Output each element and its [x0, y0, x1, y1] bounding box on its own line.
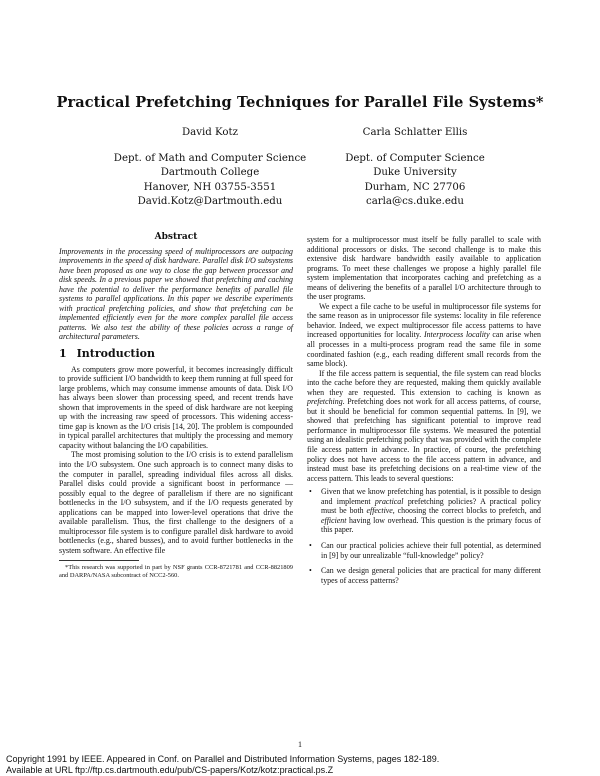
author-block-1	[105, 126, 315, 209]
bullet-icon: •	[309, 566, 312, 576]
author-affiliation: Dartmouth College	[160, 167, 260, 179]
body-paragraph: We expect a file cache to be useful in multiprocessor file systems for the same reason as in uniprocessor file systems: locality in file reference behavior. Indeed, we expect multiprocessor file access patterns to have increased opportunities for locality. Interprocess locality can arise when all processes in a multi-process program read the same file in some coordinated fashion (e.g., each reading different small records from the same block).	[307, 301, 541, 369]
copyright-notice	[6, 754, 439, 776]
paper-title: Practical Prefetching Techniques for Parallel File Systems*	[56, 94, 544, 111]
author-email: carla@cs.duke.edu	[366, 195, 464, 207]
footnote: *This research was supported in part by NSF grants CCR-8721781 and CCR-8821809 and DARPA/NASA subcontract of NCC2-560.	[59, 563, 293, 579]
bullet-icon: •	[309, 487, 312, 497]
author-name: David Kotz	[182, 127, 238, 138]
bullet-icon: •	[309, 540, 312, 550]
author-address: Hanover, NH 03755-3551	[143, 181, 277, 193]
body-paragraph: As computers grow more powerful, it becomes increasingly difficult to provide sufficient I/O bandwidth to keep them running at full speed for large problems, which may consume immense amounts of data. Disk I/O has always been slower than processing speed, and recent trends have shown that improvements in the speed of disk hardware are not keeping up with the increasing raw speed of processors. This widening access-time gap is known as the I/O crisis [14, 20]. The problem is compounded in typical parallel architectures that multiply the processing and memory capacity without balancing the I/O capabilities.	[59, 364, 293, 450]
list-item: • Given that we know prefetching has potential, is it possible to design and implement practical prefetching policies? A practical policy must be both effective, choosing the correct blocks to prefetch, and efficient having low overhead. This question is the primary focus of this paper.	[309, 487, 542, 535]
author-email: David.Kotz@Dartmouth.edu	[137, 195, 283, 207]
author-name: Carla Schlatter Ellis	[362, 127, 468, 138]
right-column	[307, 235, 541, 591]
author-block-2	[315, 126, 515, 209]
body-paragraph: system for a multiprocessor must itself be fully parallel to scale with additional processors or disks. The second challenge is to make this extensive disk hardware bandwidth easily available to application programs. To meet these challenges we propose a highly parallel file system implementation that incorporates caching and prefetching as a means of delivering the benefits of a parallel I/O architecture through to the user programs.	[307, 235, 541, 302]
question-list	[307, 487, 541, 585]
abstract-heading: Abstract	[154, 232, 198, 242]
abstract-text: Improvements in the processing speed of multiprocessors are outpacing improvements in the speed of disk hardware. Parallel disk I/O subsystems have been proposed as one way to close the gap between processor and disk speeds. In a previous paper we showed that prefetching and caching have the potential to deliver the performance benefits of parallel file systems to parallel applications. In this paper we describe experiments with practical prefetching policies, and show that prefetching can be implemented efficiently even for the more complex parallel file access patterns. We also test the ability of these policies across a range of architectural parameters.	[59, 246, 293, 342]
body-paragraph: If the file access pattern is sequential, the file system can read blocks into the cache before they are requested, making them quickly available when they are requested. This extension to caching is known as prefetching. Prefetching does not work for all access patterns, of course, but it should be beneficial for common sequential patterns. In [9], we showed that prefetching has significant potential to improve read performance in multiprocessor file systems. We measured the potential using an idealistic prefetching policy that was provided with the complete file access pattern in advance. In practice, of course, the prefetching policy does not have access to the file access pattern in advance, and instead must base its prefetching decisions on a real-time view of the access pattern. This leads to several questions:	[307, 368, 541, 483]
author-affiliation: Dept. of Math and Computer Science	[113, 153, 307, 165]
footnote-rule	[59, 560, 139, 561]
copyright-url: Available at URL ftp://ftp.cs.dartmouth.edu/pub/CS-papers/Kotz/kotz:practical.ps.Z	[6, 765, 334, 775]
body-paragraph: The most promising solution to the I/O crisis is to extend parallelism into the I/O subsystem. One such approach is to connect many disks to the computer in parallel, spreading individual files across all disks. Parallel disks could provide a significant boost in performance — possibly equal to the degree of parallelism if there are no significant bottlenecks in the I/O subsystem, and if the I/O requests generated by applications can be mapped into lower-level operations that drive the available parallelism. Thus, the first challenge to the designers of a multiprocessor file system is to configure parallel disk hardware to avoid bottlenecks (e.g., shared busses), and to avoid further bottlenecks in the system software. An effective file	[59, 450, 293, 555]
left-column	[59, 233, 293, 580]
author-address: Durham, NC 27706	[364, 181, 466, 193]
list-item: • Can our practical policies achieve their full potential, as determined in [9] by our unrealizable “full-knowledge” policy?	[309, 540, 541, 560]
page-number: 1	[298, 740, 302, 749]
author-affiliation: Duke University	[373, 167, 457, 179]
list-item: • Can we design general policies that are practical for many different types of access patterns?	[309, 566, 541, 585]
author-affiliation: Dept. of Computer Science	[345, 153, 485, 165]
section-heading: 1 Introduction	[59, 347, 155, 361]
copyright-line: Copyright 1991 by IEEE. Appeared in Conf. on Parallel and Distributed Information Systems, pages 182-189.	[6, 754, 440, 764]
